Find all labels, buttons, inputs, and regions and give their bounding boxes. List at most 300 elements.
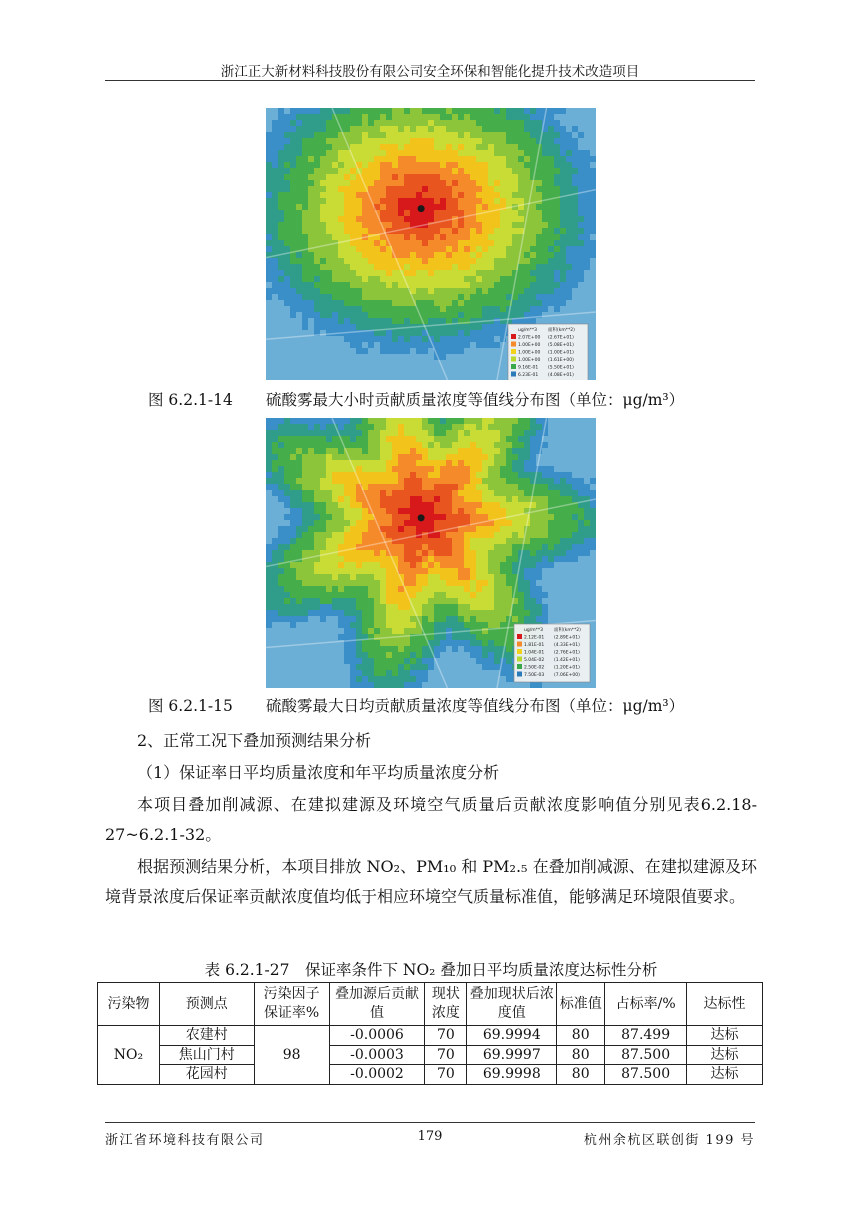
- contour-cell: [380, 676, 386, 682]
- contour-cell: [566, 210, 572, 216]
- contour-cell: [500, 198, 506, 204]
- contour-cell: [374, 174, 380, 180]
- contour-cell: [386, 276, 392, 282]
- contour-cell: [416, 472, 422, 478]
- contour-cell: [404, 466, 410, 472]
- contour-cell: [428, 258, 434, 264]
- contour-cell: [560, 246, 566, 252]
- contour-cell: [512, 520, 518, 526]
- contour-cell: [350, 306, 356, 312]
- contour-cell: [524, 616, 530, 622]
- contour-cell: [398, 162, 404, 168]
- contour-cell: [464, 264, 470, 270]
- contour-cell: [578, 156, 584, 162]
- contour-cell: [398, 472, 404, 478]
- contour-cell: [506, 252, 512, 258]
- contour-cell: [548, 568, 554, 574]
- contour-cell: [470, 436, 476, 442]
- contour-cell: [440, 436, 446, 442]
- contour-cell: [374, 252, 380, 258]
- contour-cell: [308, 586, 314, 592]
- contour-cell: [446, 538, 452, 544]
- contour-cell: [416, 378, 422, 380]
- contour-cell: [434, 228, 440, 234]
- contour-cell: [566, 580, 572, 586]
- contour-cell: [320, 676, 326, 682]
- contour-cell: [416, 120, 422, 126]
- contour-cell: [284, 288, 290, 294]
- contour-cell: [398, 436, 404, 442]
- contour-cell: [302, 424, 308, 430]
- contour-cell: [392, 270, 398, 276]
- contour-cell: [446, 300, 452, 306]
- contour-cell: [314, 628, 320, 634]
- contour-cell: [284, 126, 290, 132]
- contour-cell: [572, 460, 578, 466]
- contour-cell: [326, 366, 332, 372]
- contour-cell: [572, 616, 578, 622]
- contour-cell: [464, 442, 470, 448]
- contour-cell: [320, 186, 326, 192]
- contour-cell: [566, 156, 572, 162]
- contour-cell: [572, 430, 578, 436]
- contour-cell: [554, 550, 560, 556]
- contour-cell: [530, 222, 536, 228]
- contour-cell: [494, 252, 500, 258]
- contour-cell: [500, 448, 506, 454]
- contour-cell: [266, 234, 272, 240]
- contour-cell: [500, 538, 506, 544]
- contour-cell: [524, 550, 530, 556]
- contour-cell: [518, 120, 524, 126]
- contour-cell: [482, 252, 488, 258]
- contour-cell: [578, 568, 584, 574]
- contour-cell: [326, 538, 332, 544]
- contour-cell: [440, 580, 446, 586]
- contour-cell: [446, 598, 452, 604]
- contour-cell: [542, 252, 548, 258]
- contour-cell: [284, 366, 290, 372]
- contour-cell: [464, 138, 470, 144]
- contour-cell: [362, 288, 368, 294]
- contour-cell: [530, 568, 536, 574]
- contour-cell: [344, 378, 350, 380]
- contour-cell: [356, 186, 362, 192]
- contour-cell: [560, 460, 566, 466]
- contour-cell: [584, 234, 590, 240]
- contour-cell: [590, 378, 596, 380]
- contour-cell: [422, 138, 428, 144]
- contour-cell: [584, 300, 590, 306]
- contour-cell: [350, 324, 356, 330]
- contour-cell: [392, 610, 398, 616]
- contour-cell: [386, 120, 392, 126]
- contour-cell: [464, 282, 470, 288]
- contour-cell: [440, 658, 446, 664]
- contour-cell: [422, 562, 428, 568]
- contour-cell: [404, 378, 410, 380]
- contour-cell: [548, 282, 554, 288]
- contour-cell: [470, 330, 476, 336]
- contour-cell: [350, 372, 356, 378]
- contour-cell: [512, 532, 518, 538]
- contour-cell: [494, 354, 500, 360]
- contour-cell: [278, 508, 284, 514]
- contour-cell: [272, 282, 278, 288]
- contour-cell: [398, 622, 404, 628]
- contour-cell: [344, 556, 350, 562]
- contour-cell: [350, 252, 356, 258]
- contour-cell: [506, 210, 512, 216]
- contour-cell: [446, 550, 452, 556]
- contour-cell: [494, 556, 500, 562]
- contour-cell: [302, 306, 308, 312]
- contour-cell: [386, 144, 392, 150]
- contour-cell: [374, 312, 380, 318]
- contour-cell: [266, 180, 272, 186]
- contour-cell: [320, 574, 326, 580]
- contour-cell: [344, 652, 350, 658]
- contour-cell: [590, 156, 596, 162]
- contour-cell: [398, 372, 404, 378]
- contour-cell: [386, 138, 392, 144]
- contour-cell: [374, 550, 380, 556]
- contour-cell: [368, 306, 374, 312]
- contour-cell: [584, 240, 590, 246]
- contour-cell: [308, 610, 314, 616]
- contour-cell: [338, 138, 344, 144]
- contour-cell: [434, 550, 440, 556]
- contour-cell: [578, 294, 584, 300]
- contour-cell: [404, 132, 410, 138]
- contour-cell: [536, 436, 542, 442]
- contour-cell: [536, 586, 542, 592]
- contour-cell: [356, 210, 362, 216]
- contour-cell: [320, 180, 326, 186]
- contour-cell: [512, 472, 518, 478]
- contour-cell: [518, 418, 524, 424]
- contour-cell: [440, 192, 446, 198]
- contour-cell: [482, 430, 488, 436]
- contour-cell: [338, 186, 344, 192]
- contour-cell: [524, 478, 530, 484]
- contour-cell: [440, 312, 446, 318]
- contour-cell: [290, 448, 296, 454]
- contour-cell: [434, 598, 440, 604]
- contour-cell: [470, 622, 476, 628]
- contour-cell: [314, 544, 320, 550]
- contour-cell: [320, 472, 326, 478]
- contour-cell: [572, 574, 578, 580]
- contour-cell: [410, 264, 416, 270]
- contour-cell: [302, 460, 308, 466]
- contour-cell: [506, 120, 512, 126]
- contour-cell: [410, 646, 416, 652]
- contour-cell: [410, 306, 416, 312]
- contour-cell: [362, 436, 368, 442]
- contour-cell: [272, 372, 278, 378]
- contour-cell: [434, 502, 440, 508]
- contour-cell: [398, 348, 404, 354]
- contour-cell: [308, 318, 314, 324]
- contour-cell: [266, 144, 272, 150]
- contour-cell: [416, 138, 422, 144]
- contour-cell: [326, 210, 332, 216]
- contour-cell: [362, 348, 368, 354]
- contour-cell: [290, 282, 296, 288]
- contour-cell: [338, 682, 344, 688]
- contour-cell: [506, 544, 512, 550]
- contour-cell: [566, 562, 572, 568]
- contour-cell: [284, 354, 290, 360]
- contour-cell: [344, 610, 350, 616]
- contour-cell: [482, 574, 488, 580]
- contour-cell: [494, 622, 500, 628]
- contour-cell: [476, 454, 482, 460]
- contour-cell: [494, 336, 500, 342]
- contour-cell: [536, 114, 542, 120]
- contour-cell: [308, 652, 314, 658]
- contour-cell: [404, 502, 410, 508]
- contour-cell: [272, 342, 278, 348]
- contour-cell: [374, 156, 380, 162]
- contour-cell: [422, 174, 428, 180]
- contour-cell: [482, 180, 488, 186]
- contour-cell: [320, 604, 326, 610]
- contour-cell: [482, 366, 488, 372]
- contour-cell: [356, 300, 362, 306]
- contour-cell: [500, 372, 506, 378]
- legend-swatch: [511, 364, 516, 369]
- contour-cell: [416, 132, 422, 138]
- contour-cell: [404, 156, 410, 162]
- contour-cell: [404, 138, 410, 144]
- contour-cell: [476, 288, 482, 294]
- contour-cell: [494, 300, 500, 306]
- contour-cell: [488, 664, 494, 670]
- contour-cell: [362, 366, 368, 372]
- contour-cell: [290, 264, 296, 270]
- contour-cell: [398, 156, 404, 162]
- contour-cell: [530, 132, 536, 138]
- contour-cell: [398, 652, 404, 658]
- contour-cell: [332, 634, 338, 640]
- contour-cell: [380, 264, 386, 270]
- contour-cell: [284, 526, 290, 532]
- contour-cell: [416, 294, 422, 300]
- contour-cell: [332, 324, 338, 330]
- contour-cell: [542, 270, 548, 276]
- contour-cell: [542, 526, 548, 532]
- contour-cell: [542, 138, 548, 144]
- contour-cell: [374, 282, 380, 288]
- contour-cell: [566, 132, 572, 138]
- contour-cell: [434, 252, 440, 258]
- contour-cell: [554, 234, 560, 240]
- contour-cell: [440, 210, 446, 216]
- contour-cell: [332, 366, 338, 372]
- contour-cell: [524, 270, 530, 276]
- contour-cell: [440, 640, 446, 646]
- contour-cell: [374, 640, 380, 646]
- contour-cell: [350, 646, 356, 652]
- contour-cell: [500, 300, 506, 306]
- contour-cell: [434, 216, 440, 222]
- contour-cell: [434, 294, 440, 300]
- contour-cell: [572, 174, 578, 180]
- contour-cell: [488, 430, 494, 436]
- contour-cell: [404, 640, 410, 646]
- contour-cell: [296, 664, 302, 670]
- contour-cell: [290, 306, 296, 312]
- contour-cell: [392, 216, 398, 222]
- contour-cell: [494, 616, 500, 622]
- contour-cell: [584, 210, 590, 216]
- contour-cell: [458, 472, 464, 478]
- contour-cell: [440, 442, 446, 448]
- contour-cell: [590, 120, 596, 126]
- contour-cell: [272, 664, 278, 670]
- contour-cell: [434, 162, 440, 168]
- contour-cell: [320, 258, 326, 264]
- contour-cell: [386, 312, 392, 318]
- contour-cell: [386, 670, 392, 676]
- contour-cell: [416, 526, 422, 532]
- contour-cell: [308, 562, 314, 568]
- contour-cell: [344, 348, 350, 354]
- contour-cell: [344, 538, 350, 544]
- contour-cell: [338, 592, 344, 598]
- contour-cell: [266, 490, 272, 496]
- contour-cell: [386, 156, 392, 162]
- contour-cell: [494, 144, 500, 150]
- contour-cell: [584, 586, 590, 592]
- contour-cell: [272, 580, 278, 586]
- contour-cell: [572, 126, 578, 132]
- contour-cell: [422, 454, 428, 460]
- contour-cell: [578, 550, 584, 556]
- contour-cell: [416, 240, 422, 246]
- contour-cell: [548, 556, 554, 562]
- contour-cell: [302, 544, 308, 550]
- contour-cell: [416, 658, 422, 664]
- contour-cell: [368, 312, 374, 318]
- contour-cell: [542, 562, 548, 568]
- contour-cell: [584, 258, 590, 264]
- contour-cell: [422, 544, 428, 550]
- contour-cell: [476, 252, 482, 258]
- contour-cell: [470, 312, 476, 318]
- contour-cell: [320, 460, 326, 466]
- contour-cell: [506, 174, 512, 180]
- contour-cell: [302, 198, 308, 204]
- contour-cell: [404, 556, 410, 562]
- contour-cell: [470, 342, 476, 348]
- contour-cell: [422, 348, 428, 354]
- contour-cell: [452, 240, 458, 246]
- contour-cell: [416, 550, 422, 556]
- contour-cell: [470, 496, 476, 502]
- contour-cell: [422, 598, 428, 604]
- contour-cell: [308, 216, 314, 222]
- contour-cell: [392, 664, 398, 670]
- contour-cell: [548, 520, 554, 526]
- contour-cell: [566, 180, 572, 186]
- contour-cell: [272, 628, 278, 634]
- contour-cell: [398, 288, 404, 294]
- contour-cell: [290, 126, 296, 132]
- contour-cell: [524, 472, 530, 478]
- contour-cell: [290, 186, 296, 192]
- contour-cell: [362, 162, 368, 168]
- contour-cell: [560, 574, 566, 580]
- contour-cell: [302, 418, 308, 424]
- contour-cell: [296, 150, 302, 156]
- contour-cell: [470, 682, 476, 688]
- contour-cell: [458, 288, 464, 294]
- contour-cell: [446, 658, 452, 664]
- contour-cell: [362, 360, 368, 366]
- contour-cell: [398, 360, 404, 366]
- contour-cell: [440, 276, 446, 282]
- contour-cell: [356, 156, 362, 162]
- contour-cell: [272, 114, 278, 120]
- contour-cell: [416, 150, 422, 156]
- contour-cell: [338, 252, 344, 258]
- contour-cell: [290, 192, 296, 198]
- contour-cell: [506, 424, 512, 430]
- contour-cell: [488, 360, 494, 366]
- contour-cell: [542, 502, 548, 508]
- contour-cell: [584, 490, 590, 496]
- legend-area: (1.00E+01): [548, 350, 574, 356]
- contour-cell: [494, 508, 500, 514]
- contour-cell: [302, 366, 308, 372]
- contour-cell: [404, 544, 410, 550]
- contour-cell: [488, 168, 494, 174]
- contour-cell: [440, 556, 446, 562]
- contour-cell: [338, 514, 344, 520]
- contour-cell: [500, 294, 506, 300]
- contour-cell: [428, 378, 434, 380]
- contour-cell: [518, 598, 524, 604]
- contour-cell: [314, 622, 320, 628]
- contour-cell: [302, 348, 308, 354]
- contour-cell: [290, 478, 296, 484]
- contour-cell: [398, 210, 404, 216]
- contour-cell: [356, 622, 362, 628]
- contour-cell: [500, 634, 506, 640]
- contour-cell: [500, 430, 506, 436]
- contour-cell: [308, 240, 314, 246]
- contour-cell: [326, 132, 332, 138]
- contour-cell: [512, 418, 518, 424]
- contour-cell: [374, 484, 380, 490]
- contour-cell: [452, 682, 458, 688]
- contour-cell: [446, 478, 452, 484]
- contour-cell: [488, 526, 494, 532]
- contour-cell: [434, 436, 440, 442]
- contour-cell: [542, 532, 548, 538]
- contour-cell: [524, 150, 530, 156]
- contour-cell: [548, 424, 554, 430]
- contour-cell: [374, 586, 380, 592]
- contour-cell: [440, 264, 446, 270]
- legend-swatch: [511, 349, 516, 354]
- contour-cell: [566, 126, 572, 132]
- contour-cell: [434, 192, 440, 198]
- contour-cell: [344, 174, 350, 180]
